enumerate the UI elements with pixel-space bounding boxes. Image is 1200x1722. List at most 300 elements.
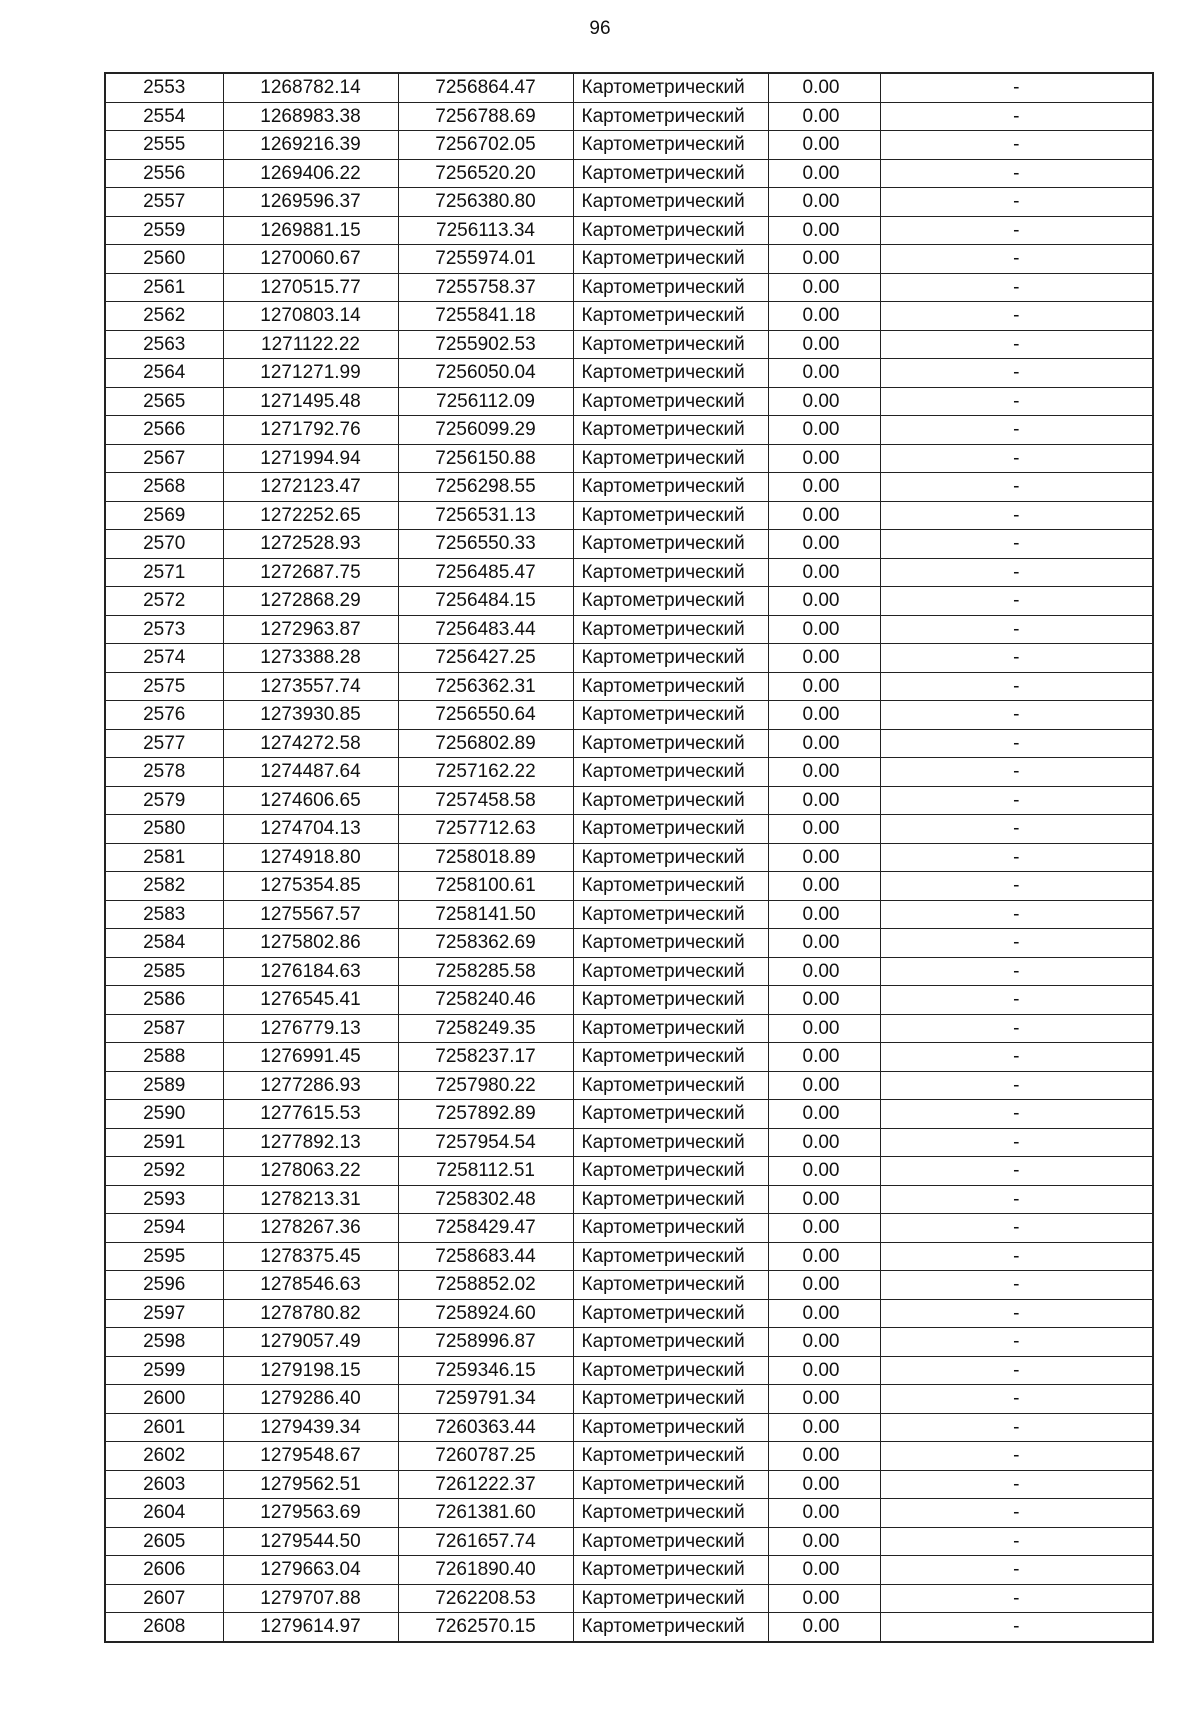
x-coordinate-cell: 1272123.47 xyxy=(223,473,398,502)
y-coordinate-cell: 7256531.13 xyxy=(398,501,573,530)
y-coordinate-cell: 7256485.47 xyxy=(398,558,573,587)
x-coordinate-cell: 1272963.87 xyxy=(223,615,398,644)
table-row xyxy=(105,957,1153,986)
point-number-cell: 2564 xyxy=(105,359,223,388)
x-coordinate-cell: 1279198.15 xyxy=(223,1356,398,1385)
x-coordinate-cell: 1272868.29 xyxy=(223,587,398,616)
table-row xyxy=(105,1100,1153,1129)
point-number-cell: 2595 xyxy=(105,1242,223,1271)
point-number-cell: 2579 xyxy=(105,786,223,815)
table-row xyxy=(105,1299,1153,1328)
table-row xyxy=(105,729,1153,758)
note-cell: - xyxy=(880,587,1153,616)
error-cell: 0.00 xyxy=(768,1242,880,1271)
y-coordinate-cell: 7256550.33 xyxy=(398,530,573,559)
x-coordinate-cell: 1278267.36 xyxy=(223,1214,398,1243)
table-row xyxy=(105,1356,1153,1385)
y-coordinate-cell: 7261657.74 xyxy=(398,1527,573,1556)
table-row xyxy=(105,1527,1153,1556)
method-cell: Картометрический xyxy=(573,1356,768,1385)
method-cell: Картометрический xyxy=(573,1157,768,1186)
x-coordinate-cell: 1274272.58 xyxy=(223,729,398,758)
method-cell: Картометрический xyxy=(573,1071,768,1100)
note-cell: - xyxy=(880,900,1153,929)
x-coordinate-cell: 1277615.53 xyxy=(223,1100,398,1129)
x-coordinate-cell: 1272528.93 xyxy=(223,530,398,559)
table-row xyxy=(105,1442,1153,1471)
table-row xyxy=(105,1128,1153,1157)
note-cell: - xyxy=(880,1413,1153,1442)
x-coordinate-cell: 1279563.69 xyxy=(223,1499,398,1528)
error-cell: 0.00 xyxy=(768,1043,880,1072)
note-cell: - xyxy=(880,986,1153,1015)
note-cell: - xyxy=(880,387,1153,416)
x-coordinate-cell: 1279663.04 xyxy=(223,1556,398,1585)
table-row xyxy=(105,416,1153,445)
table-row xyxy=(105,473,1153,502)
error-cell: 0.00 xyxy=(768,1613,880,1642)
table-row xyxy=(105,758,1153,787)
method-cell: Картометрический xyxy=(573,1413,768,1442)
point-number-cell: 2578 xyxy=(105,758,223,787)
method-cell: Картометрический xyxy=(573,672,768,701)
point-number-cell: 2561 xyxy=(105,273,223,302)
table-row xyxy=(105,615,1153,644)
x-coordinate-cell: 1275802.86 xyxy=(223,929,398,958)
point-number-cell: 2582 xyxy=(105,872,223,901)
method-cell: Картометрический xyxy=(573,1271,768,1300)
point-number-cell: 2566 xyxy=(105,416,223,445)
point-number-cell: 2553 xyxy=(105,73,223,102)
method-cell: Картометрический xyxy=(573,815,768,844)
note-cell: - xyxy=(880,216,1153,245)
point-number-cell: 2604 xyxy=(105,1499,223,1528)
note-cell: - xyxy=(880,159,1153,188)
method-cell: Картометрический xyxy=(573,929,768,958)
table-row xyxy=(105,1014,1153,1043)
table-row xyxy=(105,701,1153,730)
error-cell: 0.00 xyxy=(768,1185,880,1214)
x-coordinate-cell: 1271994.94 xyxy=(223,444,398,473)
error-cell: 0.00 xyxy=(768,1100,880,1129)
error-cell: 0.00 xyxy=(768,587,880,616)
x-coordinate-cell: 1270060.67 xyxy=(223,245,398,274)
error-cell: 0.00 xyxy=(768,1413,880,1442)
x-coordinate-cell: 1269216.39 xyxy=(223,131,398,160)
point-number-cell: 2606 xyxy=(105,1556,223,1585)
method-cell: Картометрический xyxy=(573,1584,768,1613)
note-cell: - xyxy=(880,188,1153,217)
x-coordinate-cell: 1268983.38 xyxy=(223,102,398,131)
note-cell: - xyxy=(880,1242,1153,1271)
table-row xyxy=(105,1071,1153,1100)
note-cell: - xyxy=(880,815,1153,844)
x-coordinate-cell: 1274487.64 xyxy=(223,758,398,787)
point-number-cell: 2581 xyxy=(105,843,223,872)
note-cell: - xyxy=(880,929,1153,958)
method-cell: Картометрический xyxy=(573,1299,768,1328)
table-row xyxy=(105,929,1153,958)
note-cell: - xyxy=(880,1100,1153,1129)
note-cell: - xyxy=(880,786,1153,815)
method-cell: Картометрический xyxy=(573,416,768,445)
note-cell: - xyxy=(880,1299,1153,1328)
x-coordinate-cell: 1275567.57 xyxy=(223,900,398,929)
table-row xyxy=(105,188,1153,217)
note-cell: - xyxy=(880,615,1153,644)
error-cell: 0.00 xyxy=(768,188,880,217)
table-row xyxy=(105,1328,1153,1357)
x-coordinate-cell: 1271495.48 xyxy=(223,387,398,416)
y-coordinate-cell: 7255902.53 xyxy=(398,330,573,359)
table-row xyxy=(105,1043,1153,1072)
y-coordinate-cell: 7262208.53 xyxy=(398,1584,573,1613)
point-number-cell: 2562 xyxy=(105,302,223,331)
coordinates-table xyxy=(104,72,1154,1643)
y-coordinate-cell: 7258112.51 xyxy=(398,1157,573,1186)
error-cell: 0.00 xyxy=(768,1071,880,1100)
note-cell: - xyxy=(880,273,1153,302)
y-coordinate-cell: 7257980.22 xyxy=(398,1071,573,1100)
table-row xyxy=(105,501,1153,530)
x-coordinate-cell: 1279286.40 xyxy=(223,1385,398,1414)
y-coordinate-cell: 7258237.17 xyxy=(398,1043,573,1072)
point-number-cell: 2576 xyxy=(105,701,223,730)
note-cell: - xyxy=(880,1043,1153,1072)
table-row xyxy=(105,387,1153,416)
note-cell: - xyxy=(880,872,1153,901)
method-cell: Картометрический xyxy=(573,644,768,673)
note-cell: - xyxy=(880,1157,1153,1186)
point-number-cell: 2605 xyxy=(105,1527,223,1556)
y-coordinate-cell: 7256298.55 xyxy=(398,473,573,502)
error-cell: 0.00 xyxy=(768,615,880,644)
table-row xyxy=(105,159,1153,188)
error-cell: 0.00 xyxy=(768,1499,880,1528)
method-cell: Картометрический xyxy=(573,501,768,530)
method-cell: Картометрический xyxy=(573,1470,768,1499)
x-coordinate-cell: 1269596.37 xyxy=(223,188,398,217)
x-coordinate-cell: 1269406.22 xyxy=(223,159,398,188)
point-number-cell: 2565 xyxy=(105,387,223,416)
error-cell: 0.00 xyxy=(768,1128,880,1157)
x-coordinate-cell: 1279614.97 xyxy=(223,1613,398,1642)
point-number-cell: 2602 xyxy=(105,1442,223,1471)
y-coordinate-cell: 7256362.31 xyxy=(398,672,573,701)
error-cell: 0.00 xyxy=(768,872,880,901)
y-coordinate-cell: 7257162.22 xyxy=(398,758,573,787)
error-cell: 0.00 xyxy=(768,1470,880,1499)
error-cell: 0.00 xyxy=(768,1442,880,1471)
point-number-cell: 2580 xyxy=(105,815,223,844)
point-number-cell: 2555 xyxy=(105,131,223,160)
point-number-cell: 2588 xyxy=(105,1043,223,1072)
point-number-cell: 2557 xyxy=(105,188,223,217)
note-cell: - xyxy=(880,729,1153,758)
method-cell: Картометрический xyxy=(573,102,768,131)
method-cell: Картометрический xyxy=(573,758,768,787)
point-number-cell: 2569 xyxy=(105,501,223,530)
point-number-cell: 2554 xyxy=(105,102,223,131)
table-row xyxy=(105,786,1153,815)
method-cell: Картометрический xyxy=(573,1527,768,1556)
note-cell: - xyxy=(880,1014,1153,1043)
point-number-cell: 2608 xyxy=(105,1613,223,1642)
note-cell: - xyxy=(880,1527,1153,1556)
point-number-cell: 2587 xyxy=(105,1014,223,1043)
error-cell: 0.00 xyxy=(768,530,880,559)
note-cell: - xyxy=(880,359,1153,388)
table-row xyxy=(105,1242,1153,1271)
note-cell: - xyxy=(880,1499,1153,1528)
x-coordinate-cell: 1278546.63 xyxy=(223,1271,398,1300)
y-coordinate-cell: 7259346.15 xyxy=(398,1356,573,1385)
point-number-cell: 2594 xyxy=(105,1214,223,1243)
note-cell: - xyxy=(880,672,1153,701)
note-cell: - xyxy=(880,1185,1153,1214)
method-cell: Картометрический xyxy=(573,1499,768,1528)
error-cell: 0.00 xyxy=(768,644,880,673)
point-number-cell: 2603 xyxy=(105,1470,223,1499)
y-coordinate-cell: 7256864.47 xyxy=(398,73,573,102)
table-row xyxy=(105,644,1153,673)
table-row xyxy=(105,843,1153,872)
error-cell: 0.00 xyxy=(768,815,880,844)
y-coordinate-cell: 7256050.04 xyxy=(398,359,573,388)
point-number-cell: 2572 xyxy=(105,587,223,616)
note-cell: - xyxy=(880,245,1153,274)
method-cell: Картометрический xyxy=(573,330,768,359)
error-cell: 0.00 xyxy=(768,1584,880,1613)
error-cell: 0.00 xyxy=(768,900,880,929)
table-row xyxy=(105,73,1153,102)
error-cell: 0.00 xyxy=(768,1299,880,1328)
point-number-cell: 2590 xyxy=(105,1100,223,1129)
point-number-cell: 2568 xyxy=(105,473,223,502)
x-coordinate-cell: 1279562.51 xyxy=(223,1470,398,1499)
error-cell: 0.00 xyxy=(768,786,880,815)
y-coordinate-cell: 7261381.60 xyxy=(398,1499,573,1528)
y-coordinate-cell: 7258285.58 xyxy=(398,957,573,986)
x-coordinate-cell: 1274918.80 xyxy=(223,843,398,872)
method-cell: Картометрический xyxy=(573,615,768,644)
point-number-cell: 2596 xyxy=(105,1271,223,1300)
y-coordinate-cell: 7258141.50 xyxy=(398,900,573,929)
table-row xyxy=(105,900,1153,929)
table-row xyxy=(105,558,1153,587)
method-cell: Картометрический xyxy=(573,1556,768,1585)
x-coordinate-cell: 1276991.45 xyxy=(223,1043,398,1072)
y-coordinate-cell: 7256550.64 xyxy=(398,701,573,730)
note-cell: - xyxy=(880,644,1153,673)
error-cell: 0.00 xyxy=(768,843,880,872)
x-coordinate-cell: 1275354.85 xyxy=(223,872,398,901)
method-cell: Картометрический xyxy=(573,1185,768,1214)
x-coordinate-cell: 1272252.65 xyxy=(223,501,398,530)
y-coordinate-cell: 7256788.69 xyxy=(398,102,573,131)
y-coordinate-cell: 7256113.34 xyxy=(398,216,573,245)
method-cell: Картометрический xyxy=(573,188,768,217)
method-cell: Картометрический xyxy=(573,530,768,559)
point-number-cell: 2577 xyxy=(105,729,223,758)
error-cell: 0.00 xyxy=(768,359,880,388)
method-cell: Картометрический xyxy=(573,872,768,901)
error-cell: 0.00 xyxy=(768,473,880,502)
point-number-cell: 2559 xyxy=(105,216,223,245)
note-cell: - xyxy=(880,558,1153,587)
table-row xyxy=(105,1185,1153,1214)
method-cell: Картометрический xyxy=(573,1613,768,1642)
method-cell: Картометрический xyxy=(573,1128,768,1157)
table-row xyxy=(105,1271,1153,1300)
x-coordinate-cell: 1271792.76 xyxy=(223,416,398,445)
error-cell: 0.00 xyxy=(768,1014,880,1043)
error-cell: 0.00 xyxy=(768,444,880,473)
y-coordinate-cell: 7261222.37 xyxy=(398,1470,573,1499)
error-cell: 0.00 xyxy=(768,416,880,445)
error-cell: 0.00 xyxy=(768,302,880,331)
x-coordinate-cell: 1272687.75 xyxy=(223,558,398,587)
y-coordinate-cell: 7256520.20 xyxy=(398,159,573,188)
y-coordinate-cell: 7260363.44 xyxy=(398,1413,573,1442)
error-cell: 0.00 xyxy=(768,330,880,359)
table-row xyxy=(105,216,1153,245)
error-cell: 0.00 xyxy=(768,387,880,416)
y-coordinate-cell: 7255841.18 xyxy=(398,302,573,331)
y-coordinate-cell: 7257954.54 xyxy=(398,1128,573,1157)
note-cell: - xyxy=(880,701,1153,730)
table-row xyxy=(105,872,1153,901)
method-cell: Картометрический xyxy=(573,558,768,587)
note-cell: - xyxy=(880,302,1153,331)
note-cell: - xyxy=(880,1356,1153,1385)
table-row xyxy=(105,530,1153,559)
x-coordinate-cell: 1274606.65 xyxy=(223,786,398,815)
method-cell: Картометрический xyxy=(573,957,768,986)
point-number-cell: 2563 xyxy=(105,330,223,359)
point-number-cell: 2571 xyxy=(105,558,223,587)
method-cell: Картометрический xyxy=(573,1328,768,1357)
table-row xyxy=(105,273,1153,302)
point-number-cell: 2600 xyxy=(105,1385,223,1414)
x-coordinate-cell: 1276545.41 xyxy=(223,986,398,1015)
point-number-cell: 2570 xyxy=(105,530,223,559)
y-coordinate-cell: 7256112.09 xyxy=(398,387,573,416)
method-cell: Картометрический xyxy=(573,843,768,872)
method-cell: Картометрический xyxy=(573,359,768,388)
method-cell: Картометрический xyxy=(573,387,768,416)
x-coordinate-cell: 1271122.22 xyxy=(223,330,398,359)
table-row xyxy=(105,1613,1153,1642)
x-coordinate-cell: 1274704.13 xyxy=(223,815,398,844)
y-coordinate-cell: 7258249.35 xyxy=(398,1014,573,1043)
note-cell: - xyxy=(880,131,1153,160)
y-coordinate-cell: 7262570.15 xyxy=(398,1613,573,1642)
y-coordinate-cell: 7258362.69 xyxy=(398,929,573,958)
y-coordinate-cell: 7256702.05 xyxy=(398,131,573,160)
table-row xyxy=(105,1385,1153,1414)
error-cell: 0.00 xyxy=(768,1527,880,1556)
x-coordinate-cell: 1271271.99 xyxy=(223,359,398,388)
table-row xyxy=(105,587,1153,616)
table-row xyxy=(105,1584,1153,1613)
x-coordinate-cell: 1276779.13 xyxy=(223,1014,398,1043)
x-coordinate-cell: 1270515.77 xyxy=(223,273,398,302)
table-row xyxy=(105,1157,1153,1186)
note-cell: - xyxy=(880,73,1153,102)
point-number-cell: 2591 xyxy=(105,1128,223,1157)
note-cell: - xyxy=(880,501,1153,530)
method-cell: Картометрический xyxy=(573,159,768,188)
y-coordinate-cell: 7256380.80 xyxy=(398,188,573,217)
note-cell: - xyxy=(880,1071,1153,1100)
table-row xyxy=(105,1556,1153,1585)
table-row xyxy=(105,672,1153,701)
table-row xyxy=(105,102,1153,131)
note-cell: - xyxy=(880,1271,1153,1300)
error-cell: 0.00 xyxy=(768,73,880,102)
x-coordinate-cell: 1273388.28 xyxy=(223,644,398,673)
x-coordinate-cell: 1273557.74 xyxy=(223,672,398,701)
x-coordinate-cell: 1277286.93 xyxy=(223,1071,398,1100)
error-cell: 0.00 xyxy=(768,672,880,701)
method-cell: Картометрический xyxy=(573,444,768,473)
y-coordinate-cell: 7261890.40 xyxy=(398,1556,573,1585)
method-cell: Картометрический xyxy=(573,1442,768,1471)
point-number-cell: 2586 xyxy=(105,986,223,1015)
method-cell: Картометрический xyxy=(573,1242,768,1271)
error-cell: 0.00 xyxy=(768,1385,880,1414)
x-coordinate-cell: 1278375.45 xyxy=(223,1242,398,1271)
error-cell: 0.00 xyxy=(768,245,880,274)
y-coordinate-cell: 7256484.15 xyxy=(398,587,573,616)
point-number-cell: 2589 xyxy=(105,1071,223,1100)
note-cell: - xyxy=(880,1328,1153,1357)
point-number-cell: 2567 xyxy=(105,444,223,473)
error-cell: 0.00 xyxy=(768,1328,880,1357)
x-coordinate-cell: 1268782.14 xyxy=(223,73,398,102)
x-coordinate-cell: 1269881.15 xyxy=(223,216,398,245)
note-cell: - xyxy=(880,1385,1153,1414)
point-number-cell: 2585 xyxy=(105,957,223,986)
method-cell: Картометрический xyxy=(573,1014,768,1043)
y-coordinate-cell: 7258429.47 xyxy=(398,1214,573,1243)
y-coordinate-cell: 7256150.88 xyxy=(398,444,573,473)
x-coordinate-cell: 1270803.14 xyxy=(223,302,398,331)
x-coordinate-cell: 1279707.88 xyxy=(223,1584,398,1613)
y-coordinate-cell: 7256483.44 xyxy=(398,615,573,644)
x-coordinate-cell: 1279548.67 xyxy=(223,1442,398,1471)
x-coordinate-cell: 1273930.85 xyxy=(223,701,398,730)
method-cell: Картометрический xyxy=(573,131,768,160)
note-cell: - xyxy=(880,1128,1153,1157)
table-row xyxy=(105,815,1153,844)
y-coordinate-cell: 7255974.01 xyxy=(398,245,573,274)
error-cell: 0.00 xyxy=(768,1556,880,1585)
method-cell: Картометрический xyxy=(573,1385,768,1414)
error-cell: 0.00 xyxy=(768,957,880,986)
y-coordinate-cell: 7257458.58 xyxy=(398,786,573,815)
table-row xyxy=(105,1499,1153,1528)
y-coordinate-cell: 7258852.02 xyxy=(398,1271,573,1300)
note-cell: - xyxy=(880,957,1153,986)
error-cell: 0.00 xyxy=(768,1271,880,1300)
method-cell: Картометрический xyxy=(573,245,768,274)
note-cell: - xyxy=(880,1442,1153,1471)
method-cell: Картометрический xyxy=(573,73,768,102)
error-cell: 0.00 xyxy=(768,1214,880,1243)
method-cell: Картометрический xyxy=(573,986,768,1015)
